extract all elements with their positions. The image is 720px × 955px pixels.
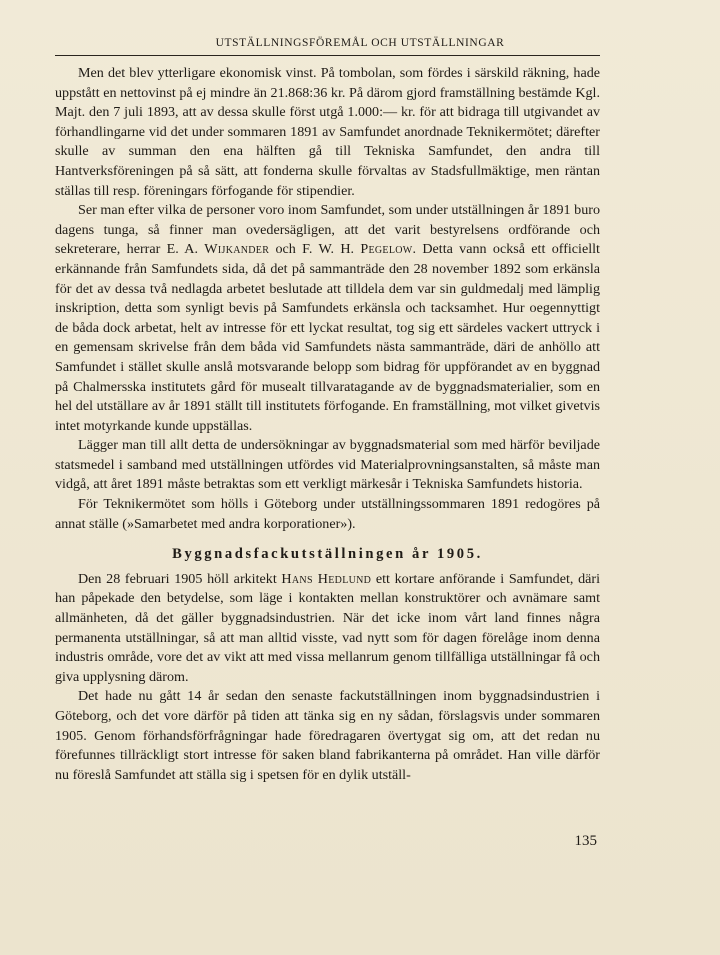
header-rule bbox=[55, 55, 600, 56]
paragraph-persons-text-2: och F. W. H. bbox=[269, 241, 361, 258]
paragraph-persons-text-1: Ser man efter vilka de personer voro inom Samfundet, som under utställningen år 1891 buro dagens tunga, så finner man ovedersägligen, att det varit bestyrelsens ordförande och sekreterare, herrar E. A. bbox=[55, 202, 600, 258]
page-number: 135 bbox=[574, 833, 597, 849]
body-text bbox=[55, 64, 600, 785]
paragraph-materials: Lägger man till allt detta de undersökningar av byggnadsmaterial som med härför beviljade statsmedel i samband med utställningen utfördes vid Materialprovningsanstalten, så måste man vidgå, att året 1891 måste betraktas som ett verkligt märkesår i Tekniska Samfundets historia. bbox=[55, 437, 600, 493]
person-name-pegelow: Pegelow bbox=[360, 241, 413, 258]
running-head: UTSTÄLLNINGSFÖREMÅL OCH UTSTÄLLNINGAR bbox=[215, 37, 505, 49]
paragraph-persons-text-3: . Detta vann också ett officiellt erkännande från Samfundets sida, då det på sammanträde den 28 november 1892 som erkänsla för det av dessa två nedlagda arbetet beslutade att tilldela dem var sin guldmedalj med lämplig inskription, detta som synligt bevis på Samfundets erkänsla och tacksamhet. Hur oegennyttigt de båda dock arbetat, helt av intresse för ett lyckat resultat, tog sig ett särdeles vackert uttryck i en gemensam skrivelse från dem båda vid Samfundets nästa sammanträde, däri de anhöllo att Samfundet i stället skulle anslå motsvarande belopp som bidrag för uppförandet av en byggnad på Chalmersska institutets gård för musealt tillvaratagande av de byggnadsmaterialier, som en hel del utställare av år 1891 ställt till institutets förfogande. En framställning, mot vilket givetvis intet motyrkande kunde uppställas. bbox=[55, 241, 600, 434]
paragraph-hedlund-text-2: ett kortare anförande i Samfundet, däri han påpekade den betydelse, som läge i kontakten mellan konstruktörer och avnämare samt allmänheten, då det gäller byggnadsindustrien. När det icke inom vårt land finnes några permanenta utställningar, så att man alltid visste, vad nytt som för dagen förelåge inom denna industris område, vore det av vikt att med vissa mellanrum genom tillfälliga utställningar få och giva upplysning därom. bbox=[55, 570, 600, 685]
paragraph-lottery: Men det blev ytterligare ekonomisk vinst. På tombolan, som fördes i särskild räkning, hade uppstått en nettovinst på ej mindre än 21.868:36 kr. På därom gjord framställning bestämde Kgl. Majt. den 7 juli 1893, att av dessa skulle först utgå 1.000:— kr. för att bidraga till utgivandet av förhandlingarne vid det under sommaren 1891 av Samfundet anordnade Teknikermötet; därefter skulle av summan den ena hälften gå till Tekniska Samfundet, den andra till Hantverksföreningen på så sätt, att fonderna skulle förvaltas av Stadsfullmäktige, men räntan ställas till resp. föreningars förfogande för stipendier. bbox=[55, 65, 600, 199]
paragraph-hedlund-text-1: Den 28 februari 1905 höll arkitekt bbox=[78, 570, 282, 587]
section-heading: Byggnadsfackutställningen år 1905. bbox=[172, 546, 483, 563]
person-name-wijkander: Wijkander bbox=[204, 241, 270, 258]
paragraph-teknikermotet: För Teknikermötet som hölls i Göteborg under utställningssommaren 1891 redogöres på annat ställe (»Samarbetet med andra korporationer»). bbox=[55, 496, 600, 532]
paragraph-exhibition-1905: Det hade nu gått 14 år sedan den senaste fackutställningen inom byggnadsindustrien i Göteborg, och det vore därför på tiden att tänka sig en ny sådan, förslagsvis under sommaren 1905. Genom förhandsförfrågningar hade föredragaren övertygat sig om, att det redan nu förefunnes tillräckligt stort intresse för saken bland fabrikanterna på området. Han ville därför nu föreslå Samfundet att ställa sig i spetsen för en dylik utställ- bbox=[55, 688, 600, 783]
person-name-hedlund: Hans Hedlund bbox=[281, 570, 372, 587]
paragraph-hedlund bbox=[55, 570, 600, 688]
paragraph-persons bbox=[55, 201, 600, 436]
